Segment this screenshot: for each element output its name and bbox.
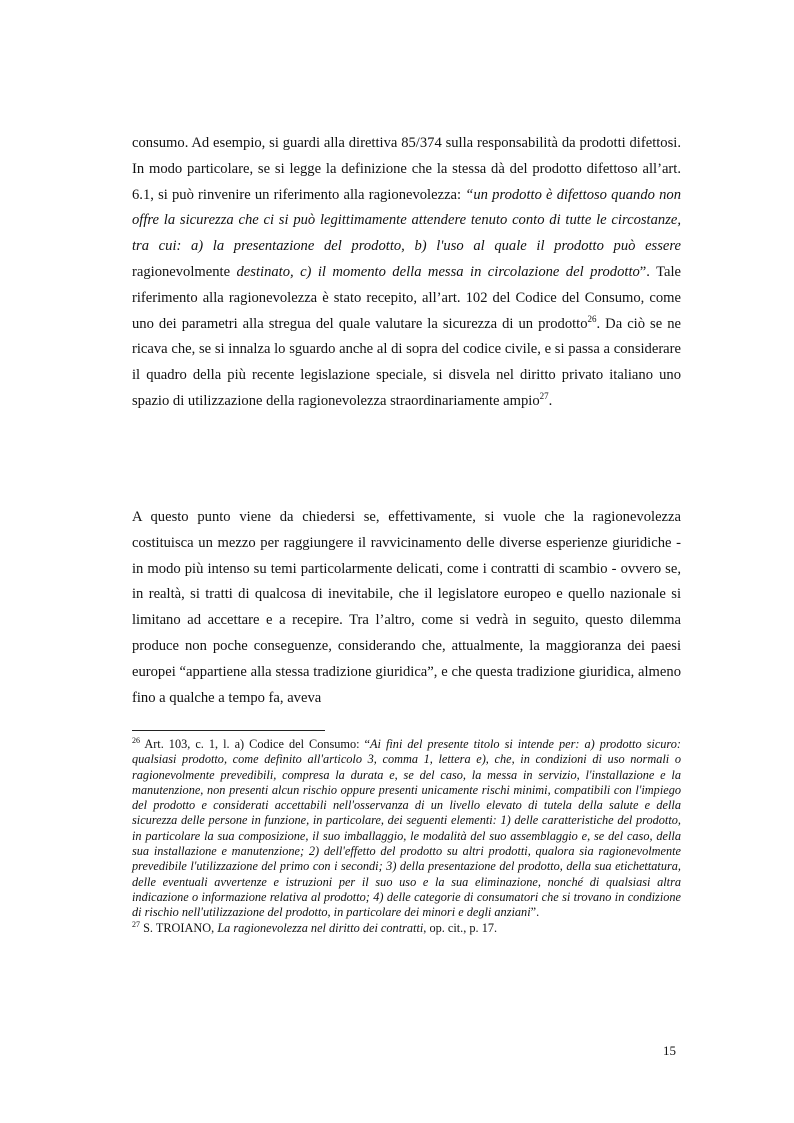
italic-text: La ragionevolezza nel diritto dei contratti — [217, 920, 424, 935]
body-paragraph — [132, 131, 681, 415]
footnote-ref: 27 — [539, 391, 549, 402]
text-run: . — [548, 392, 553, 409]
text-run: Art. 103, c. 1, l. a) Codice del Consumo: “ — [140, 737, 371, 751]
text-run: , op. cit., p. 17. — [423, 920, 498, 935]
text-run: consumo. Ad esempio, si guardi alla direttiva 85/374 sulla responsabilità da prodotti difettosi. In modo particolare, se si legge la definizione che la stessa dà del prodotto difettoso all’art. 6.1, si può rinvenire un riferimento alla ragionevolezza: — [132, 135, 681, 203]
footnote-ref: 27 — [132, 919, 140, 929]
text-run: ”. Tale riferimento alla ragionevolezza è stato recepito, all’art. 102 del Codice del Consumo, come uno dei parametri alla stregua del quale valutare la sicurezza di un prodotto — [132, 263, 681, 332]
footnote-27 — [132, 921, 681, 936]
footnotes — [132, 737, 681, 936]
body-paragraph — [132, 505, 681, 711]
footnote-26 — [132, 737, 681, 921]
footnote-separator — [132, 730, 325, 731]
italic-text: “un prodotto è difettoso quando non offre la sicurezza che ci si può legittimamente attendere tenuto conto di tutte le circostanze, tra cui: a) la presentazione del prodotto, b) l'uso al quale il prodotto può essere — [132, 186, 681, 255]
text-run: ”. — [530, 905, 540, 920]
text-run: S. TROIANO, — [140, 920, 218, 935]
text-run: A questo punto viene da chiedersi se, effettivamente, si vuole che la ragionevolezza costituisca un mezzo per raggiungere il ravvicinamento delle diverse esperienze giuridiche - in modo più intenso su temi particolarmente delicati, come i contratti di scambio - ovvero se, in realtà, si tratti di qualcosa di inevitabile, che il legislatore europeo e quello nazionale si limitano ad accettare e a recepire. Tra l’altro, come si vedrà in seguito, questo dilemma produce non poche conseguenze, considerando che, attualmente, la maggioranza dei paesi europei “appartiene alla stessa tradizione giuridica”, e che questa tradizione giuridica, almeno fino a qualche a tempo fa, aveva — [132, 509, 681, 706]
text-run: ragionevolmente — [132, 263, 237, 280]
page-number: 15 — [663, 1043, 676, 1058]
footnote-ref: 26 — [587, 313, 597, 324]
footnote-ref: 26 — [132, 735, 140, 745]
italic-text: Ai fini del presente titolo si intende per: a) prodotto sicuro: qualsiasi prodotto, come definito all'articolo 3, comma 1, lettera e), che, in condizioni di uso normali o ragionevolmente prevedibili, compresa la durata e, se del caso, la messa in servizio, l'installazione e la manutenzione, non presenti alcun rischio oppure presenti unicamente rischi minimi, compatibili con l'impiego del prodotto e considerati accettabili nell'osservanza di un livello elevato di tutela della salute e della sicurezza delle persone in funzione, in particolare, dei seguenti elementi: 1) delle caratteristiche del prodotto, in particolare la sua composizione, il suo imballaggio, le modalità del suo assemblaggio e, se del caso, della sua installazione e manutenzione; 2) dell'effetto del prodotto su altri prodotti, qualora sia ragionevolmente prevedibile l'utilizzazione del primo con i secondi; 3) della presentazione del prodotto, della sua etichettatura, delle eventuali avvertenze e istruzioni per il suo uso e la sua eliminazione, nonché di qualsiasi altra indicazione o informazione relativa al prodotto; 4) delle categorie di consumatori che si trovano in condizione di rischio nell'utilizzazione del prodotto, in particolare dei minori e degli anziani — [132, 737, 681, 920]
text-run: . Da ciò se ne ricava che, se si innalza lo sguardo anche al di sopra del codice civile, e si passa a considerare il quadro della più recente legislazione speciale, si disvela nel diritto privato italiano uno spazio di utilizzazione della ragionevolezza straordinariamente ampio — [132, 315, 681, 409]
italic-text: destinato, c) il momento della messa in circolazione del prodotto — [236, 263, 640, 280]
